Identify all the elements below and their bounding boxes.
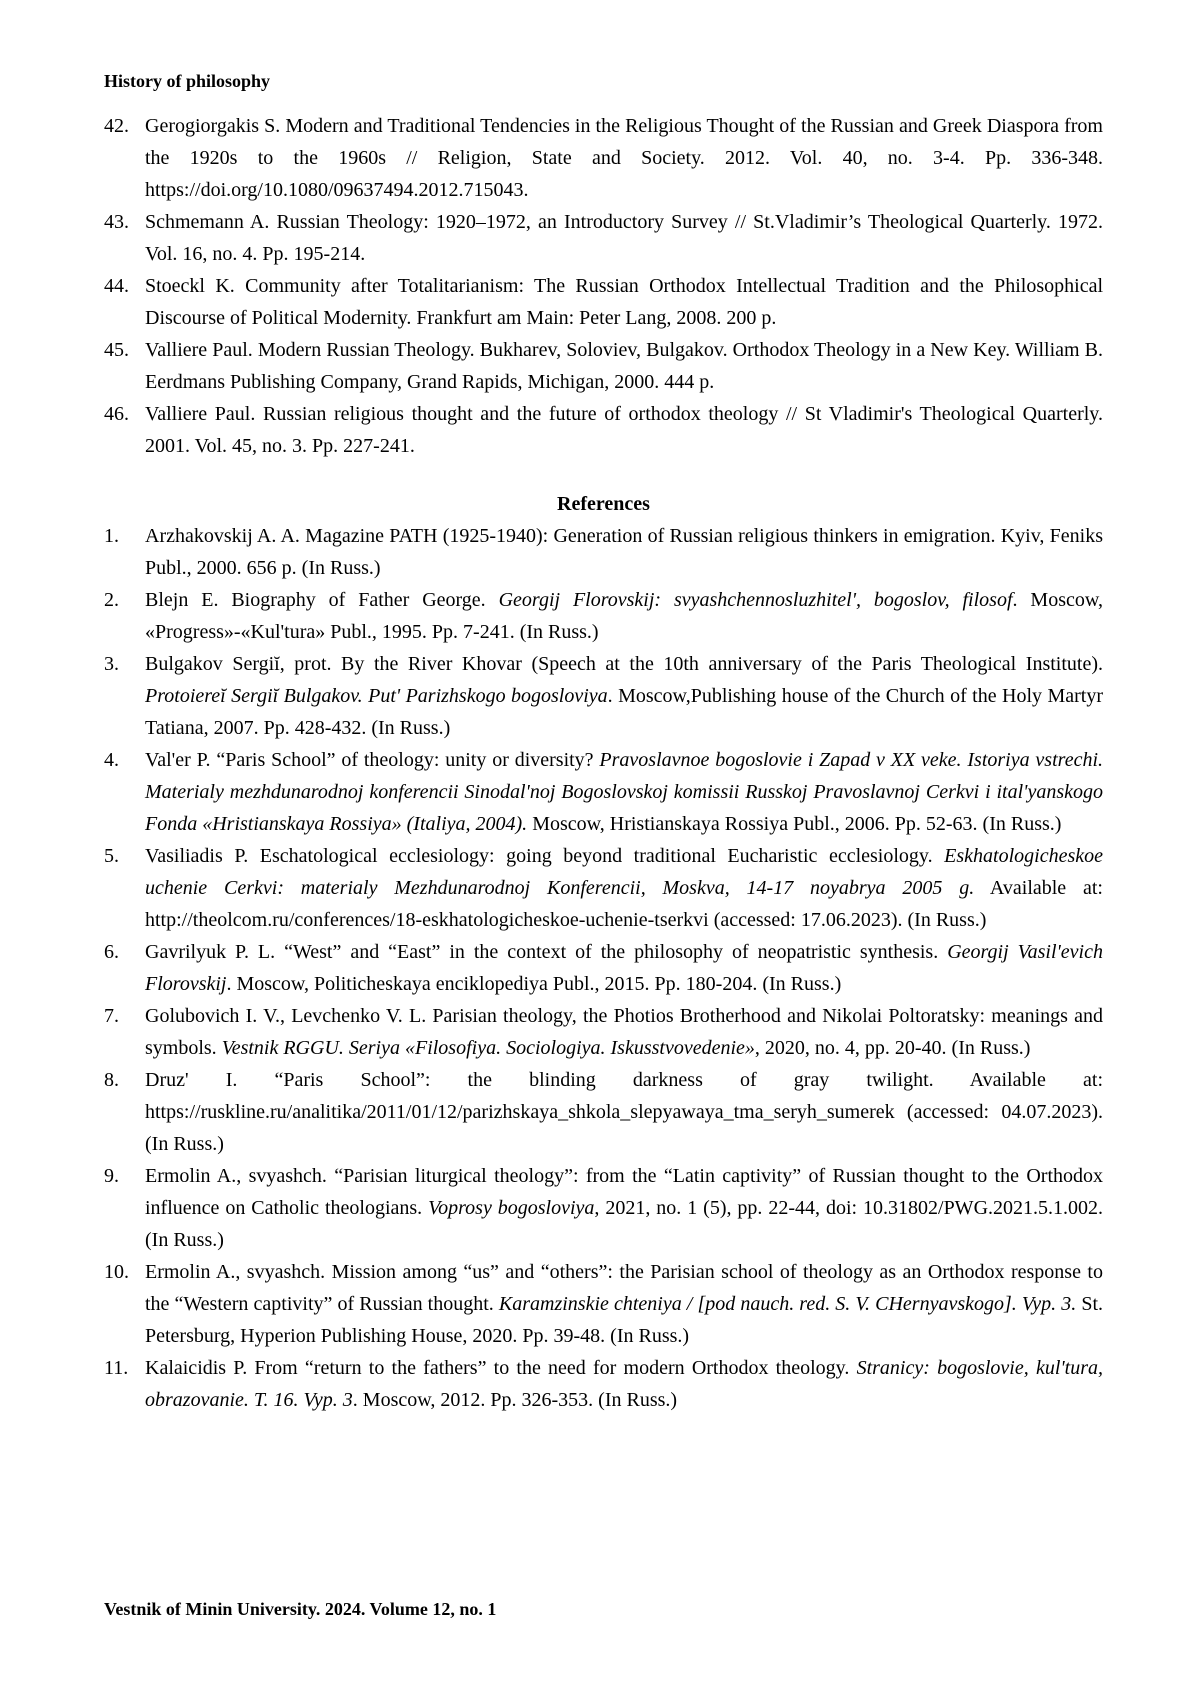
reference-text: Arzhakovskij A. A. Magazine PATH (1925-1940): Generation of Russian religious thinkers in emigration. Kyiv, Feniks Publ., 2000. 656 p. (In Russ.) — [145, 525, 1103, 579]
reference-text: Schmemann A. Russian Theology: 1920–1972, an Introductory Survey // St.Vladimir’s Theological Quarterly. 1972. Vol. 16, no. 4. Pp. 195-214. — [145, 211, 1103, 265]
reference-text: Blejn E. Biography of Father George. — [145, 589, 499, 611]
reference-number: 44. — [104, 275, 129, 297]
reference-text: , 2021, no. 1 (5), pp. 22-44, doi: 10.31802/PWG.2021.5.1.002. (In Russ.) — [145, 1197, 1104, 1251]
reference-text: , 2020, no. 4, pp. 20-40. (In Russ.) — [754, 1037, 1031, 1059]
reference-text: Ermolin A., svyashch. “Parisian liturgical theology”: from the “Latin captivity” of Russian thought to the Orthodox influence on Catholic theologians. — [145, 1165, 1103, 1219]
reference-item — [104, 584, 1103, 648]
reference-text: Gerogiorgakis S. Modern and Traditional Tendencies in the Religious Thought of the Russian and Greek Diaspora from the 1920s to the 1960s // Religion, State and Society. 2012. Vol. 40, no. 3-4. Pp. 336-348. https://doi.org/10.1080/09637494.2012.715043. — [145, 115, 1103, 201]
reference-text: Druz' I. “Paris School”: the blinding darkness of gray twilight. Available at: https://ruskline.ru/analitika/2011/01/12/parizhskaya_shkola_slepyawaya_tma_seryh_sumerek (accessed: 04.07.2023). (In Russ.) — [145, 1069, 1103, 1155]
reference-item — [104, 270, 1103, 334]
reference-item — [104, 936, 1103, 1000]
references-list — [104, 520, 1103, 1416]
reference-text: Gavrilyuk P. L. “West” and “East” in the context of the philosophy of neopatristic synthesis. — [145, 941, 948, 963]
reference-item — [104, 1000, 1103, 1064]
reference-title-italic: Protoiereĭ Sergiĭ Bulgakov. Put' Parizhskogo bogosloviya — [145, 685, 608, 707]
reference-number: 9. — [104, 1165, 119, 1187]
reference-text: Moscow, Hristianskaya Rossiya Publ., 2006. Pp. 52-63. (In Russ.) — [527, 813, 1062, 835]
reference-item — [104, 1352, 1103, 1416]
reference-number: 46. — [104, 403, 129, 425]
reference-item — [104, 206, 1103, 270]
running-head: History of philosophy — [104, 71, 271, 91]
reference-number: 3. — [104, 653, 119, 675]
reference-text: Ermolin A., svyashch. Mission among “us” and “others”: the Parisian school of theology as an Orthodox response to the “Western captivity” of Russian thought. — [145, 1261, 1103, 1315]
reference-title-italic: Stranicy: bogoslovie, kul'tura, obrazovanie. T. 16. Vyp. 3 — [145, 1357, 1103, 1411]
reference-text: Vasiliadis P. Eschatological ecclesiology: going beyond traditional Eucharistic ecclesiology. — [145, 845, 945, 867]
reference-item — [104, 840, 1103, 936]
reference-number: 5. — [104, 845, 119, 867]
reference-text: . Moscow, «Progress»-«Kul'tura» Publ., 1995. Pp. 7-241. (In Russ.) — [145, 589, 1103, 643]
reference-item — [104, 334, 1103, 398]
reference-item — [104, 648, 1103, 744]
reference-title-italic: Vestnik RGGU. Seriya «Filosofiya. Sociologiya. Iskusstvovedenie» — [221, 1037, 755, 1059]
bibliography-list — [104, 110, 1103, 462]
reference-item — [104, 1064, 1103, 1160]
references-heading: References — [557, 493, 650, 515]
reference-title-italic: Georgij Florovskij: svyashchennosluzhitel', bogoslov, filosof — [498, 589, 1013, 611]
footer-journal-line: Vestnik of Minin University. 2024. Volume 12, no. 1 — [104, 1599, 497, 1619]
reference-number: 42. — [104, 115, 129, 137]
reference-number: 10. — [104, 1261, 129, 1283]
reference-title-italic: Voprosy bogosloviya — [428, 1197, 595, 1219]
reference-text: Golubovich I. V., Levchenko V. L. Parisian theology, the Photios Brotherhood and Nikolai Poltoratsky: meanings and symbols. — [145, 1005, 1103, 1059]
reference-number: 11. — [104, 1357, 129, 1379]
reference-number: 8. — [104, 1069, 119, 1091]
reference-number: 43. — [104, 211, 129, 233]
reference-title-italic: Georgij Vasil'evich Florovskij — [145, 941, 1103, 995]
reference-number: 7. — [104, 1005, 119, 1027]
reference-text: Stoeckl K. Community after Totalitarianism: The Russian Orthodox Intellectual Tradition and the Philosophical Discourse of Political Modernity. Frankfurt am Main: Peter Lang, 2008. 200 p. — [145, 275, 1103, 329]
reference-number: 45. — [104, 339, 129, 361]
reference-item — [104, 110, 1103, 206]
reference-text: Valliere Paul. Modern Russian Theology. Bukharev, Soloviev, Bulgakov. Orthodox Theology in a New Key. William B. Eerdmans Publishing Company, Grand Rapids, Michigan, 2000. 444 p. — [145, 339, 1103, 393]
reference-title-italic: Eskhatologicheskoe uchenie Cerkvi: materialy Mezhdunarodnoj Konferencii, Moskva, 14-17 noyabrya 2005 g. — [145, 845, 1103, 899]
reference-item — [104, 1256, 1103, 1352]
reference-text: Valliere Paul. Russian religious thought and the future of orthodox theology // St Vladimir's Theological Quarterly. 2001. Vol. 45, no. 3. Pp. 227-241. — [145, 403, 1103, 457]
reference-text: Available at: http://theolcom.ru/conferences/18-eskhatologicheskoe-uchenie-tserkvi (accessed: 17.06.2023). (In Russ.) — [145, 877, 1103, 931]
reference-title-italic: Pravoslavnoe bogoslovie i Zapad v XX veke. Istoriya vstrechi. Materialy mezhdunarodnoj konferencii Sinodal'noj Bogoslovskoj komissii Russkoj Pravoslavnoj Cerkvi i ital'yanskogo Fonda «Hristianskaya Rossiya» (Italiya, 2004). — [145, 749, 1104, 835]
reference-text: . Moscow, Politicheskaya enciklopediya Publ., 2015. Pp. 180-204. (In Russ.) — [226, 973, 842, 995]
reference-text: Bulgakov Sergiĭ, prot. By the River Khovar (Speech at the 10th anniversary of the Paris Theological Institute). — [145, 653, 1103, 675]
reference-text: Kalaicidis P. From “return to the fathers” to the need for modern Orthodox theology. — [145, 1357, 857, 1379]
reference-number: 2. — [104, 589, 119, 611]
reference-number: 6. — [104, 941, 119, 963]
reference-item — [104, 744, 1103, 840]
reference-item — [104, 1160, 1103, 1256]
reference-item — [104, 398, 1103, 462]
reference-text: . Moscow,Publishing house of the Church of the Holy Martyr Tatiana, 2007. Pp. 428-432. (In Russ.) — [145, 685, 1103, 739]
reference-number: 4. — [104, 749, 119, 771]
reference-text: St. Petersburg, Hyperion Publishing House, 2020. Pp. 39-48. (In Russ.) — [145, 1293, 1104, 1347]
reference-text: Val'er P. “Paris School” of theology: unity or diversity? — [145, 749, 600, 771]
reference-number: 1. — [104, 525, 119, 547]
reference-title-italic: Karamzinskie chteniya / [pod nauch. red. S. V. CHernyavskogo]. Vyp. 3. — [498, 1293, 1077, 1315]
reference-item — [104, 520, 1103, 584]
reference-text: . Moscow, 2012. Pp. 326-353. (In Russ.) — [352, 1389, 678, 1411]
